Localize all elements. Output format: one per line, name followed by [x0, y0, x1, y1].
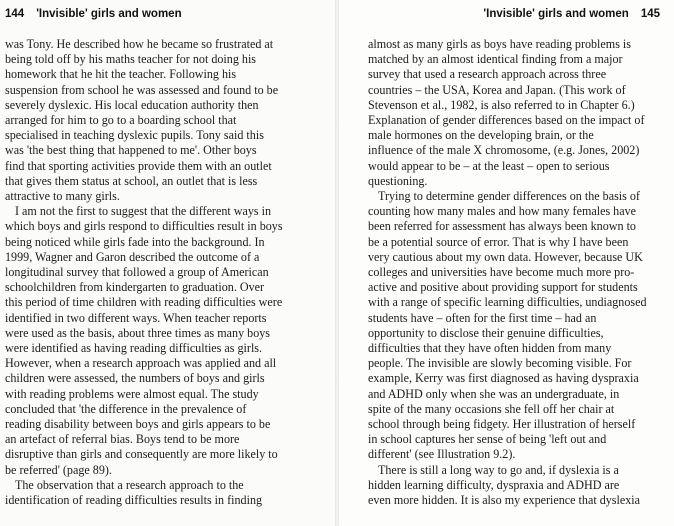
text-line: that gives them status at school, an outlet that is less — [5, 173, 258, 188]
text-line: male hormones on the developing brain, or the — [368, 128, 594, 143]
text-line: However, when a research approach was applied and all — [5, 356, 277, 371]
text-line: Stevenson et al., 1982, is also referred to in Chapter 6.) — [368, 97, 635, 112]
text-line: difficulties that they have often hidden from many — [368, 341, 612, 356]
left-running-head-title: 'Invisible' girls and women — [36, 8, 182, 20]
text-line: were used as the basis, about three times as many boys — [5, 325, 270, 340]
text-line: countries – the USA, Korea and Japan. (This work of — [368, 82, 626, 97]
text-line: which boys and girls respond to difficulties result in boys — [5, 219, 283, 234]
text-line: being told off by his maths teacher for not doing his — [5, 52, 257, 67]
text-line: influence of the male X chromosome, (e.g. Jones, 2002) — [368, 143, 640, 158]
text-line: school through being fidgety. Her illustration of herself — [368, 417, 636, 432]
right-page — [339, 0, 674, 526]
text-line: identified in two different ways. When teacher reports — [5, 310, 267, 325]
text-line: Explanation of gender differences based on the impact of — [368, 113, 645, 128]
text-line: questioning. — [368, 173, 428, 188]
text-line: identification of reading difficulties results in finding — [5, 493, 263, 508]
text-line: very cautious about my own data. However, because UK — [368, 249, 643, 264]
text-line: spite of the many occasions she fell off her chair at — [368, 401, 615, 416]
text-line: reading disability between boys and girls appears to be — [5, 417, 271, 432]
text-line: almost as many girls as boys have reading problems is — [368, 37, 631, 51]
text-line: be a potential source of error. That is why I have been — [368, 234, 629, 249]
text-line: with reading problems were almost equal. The study — [5, 386, 259, 401]
text-line: and ADHD only when she was an undergraduate, in — [368, 386, 620, 401]
text-line: children were assessed, the numbers of boys and girls — [5, 371, 265, 386]
text-line: active and positive about providing support for students — [368, 280, 638, 295]
right-running-head — [483, 8, 660, 20]
text-line: example, Kerry was first diagnosed as having dyspraxia — [368, 371, 639, 386]
left-page — [0, 0, 335, 526]
text-line: an artefact of referral bias. Boys tend to be more — [5, 432, 240, 447]
text-line: would appear to be – at the least – open to serious — [368, 158, 610, 173]
text-line: I am not the first to suggest that the different ways in — [15, 204, 272, 219]
text-line: find that sporting activities provide them with an outlet — [5, 158, 272, 173]
text-line: even more hidden. It is also my experience that dyslexia — [368, 493, 641, 508]
text-line: hidden learning difficulty, dyspraxia and ADHD are — [368, 477, 620, 492]
text-line: suspension from school he was assessed and found to be — [5, 82, 279, 97]
text-line: The observation that a research approach to the — [15, 477, 244, 492]
text-line: been referred for assessment has always been known to — [368, 219, 636, 234]
text-line: opportunity to disclose their genuine difficulties, — [368, 325, 604, 340]
text-line: in school captures her sense of being 'left out and — [368, 432, 607, 447]
text-line: was Tony. He described how he became so frustrated at — [5, 37, 274, 51]
text-line: matched by an almost identical finding from a major — [368, 52, 623, 67]
text-line: There is still a long way to go and, if dyslexia is a — [378, 462, 619, 477]
right-running-head-title: 'Invisible' girls and women — [483, 8, 629, 20]
right-body-text — [368, 37, 663, 508]
text-line: longitudinal survey that followed a group of American — [5, 265, 269, 280]
text-line: being noticed while girls fade into the background. In — [5, 234, 265, 249]
text-line: colleges and universities have become much more pro- — [368, 265, 635, 280]
text-line: counting how many males and how many females have — [368, 204, 637, 219]
text-line: disruptive than girls and consequently are more likely to — [5, 447, 278, 462]
text-line: were identified as having reading difficulties as girls. — [5, 341, 263, 356]
text-line: severely dyslexic. His local education authority then — [5, 97, 259, 112]
text-line: students have – often for the first time – had an — [368, 310, 597, 325]
text-line: concluded that 'the difference in the prevalence of — [5, 401, 247, 416]
text-line: people. The invisible are slowly becoming visible. For — [368, 356, 632, 371]
text-line: with a range of specific learning difficulties, undiagnosed — [368, 295, 647, 310]
text-line: survey that used a research approach across three — [368, 67, 607, 82]
left-body-text — [5, 37, 300, 508]
text-line: be referred' (page 89). — [5, 462, 112, 477]
text-line: specialised in teaching dyslexic pupils. Tony said this — [5, 128, 264, 143]
right-page-number: 145 — [640, 8, 660, 20]
text-line: attractive to many girls. — [5, 189, 120, 204]
left-running-head — [5, 8, 182, 20]
text-line: this period of time children with reading difficulties were — [5, 295, 283, 310]
left-page-number: 144 — [5, 8, 25, 20]
text-line: arranged for him to go to a boarding school that — [5, 113, 237, 128]
text-line: was 'the best thing that happened to me'. Other boys — [5, 143, 257, 158]
text-line: homework that he hit the teacher. Following his — [5, 67, 237, 82]
text-line: different' (see Illustration 9.2). — [368, 447, 516, 462]
text-line: schoolchildren from kindergarten to graduation. Over — [5, 280, 265, 295]
text-line: Trying to determine gender differences on the basis of — [378, 189, 640, 204]
text-line: 1999, Wagner and Garon described the outcome of a — [5, 249, 260, 264]
